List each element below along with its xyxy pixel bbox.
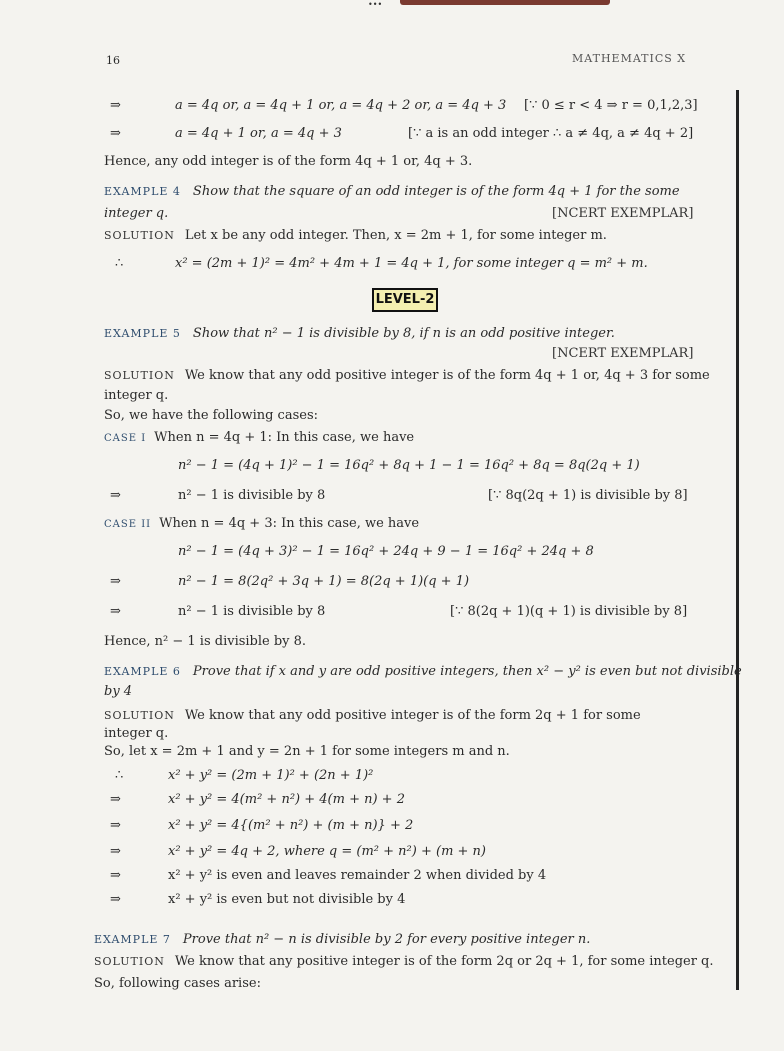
- equation-line: x² + y² = 4{(m² + n²) + (m + n)} + 2: [168, 818, 414, 833]
- implies-arrow: ⇒: [110, 868, 121, 883]
- example-5-statement: EXAMPLE 5 Show that n² − 1 is divisible by 8, if n is an odd positive integer.: [104, 326, 615, 341]
- implies-arrow: ⇒: [110, 126, 121, 141]
- level-badge: LEVEL-2: [372, 288, 438, 312]
- text-line: So, following cases arise:: [94, 976, 261, 991]
- example-4-statement-cont: integer q.: [104, 206, 169, 221]
- case-label: CASE II: [104, 519, 152, 530]
- equation-line: x² + y² is even and leaves remainder 2 when divided by 4: [168, 868, 547, 883]
- solution-line: SOLUTION Let x be any odd integer. Then, x = 2m + 1, for some integer m.: [104, 228, 607, 243]
- case-2-line: CASE II When n = 4q + 3: In this case, we have: [104, 516, 420, 531]
- example-label: EXAMPLE 6: [104, 665, 181, 678]
- implies-arrow: ⇒: [110, 844, 121, 859]
- text-line: integer q.: [104, 388, 169, 403]
- bracket-note: [∵ 8(2q + 1)(q + 1) is divisible by 8]: [450, 604, 688, 619]
- bracket-note: [∵ 0 ≤ r < 4 ⇒ r = 0,1,2,3]: [524, 98, 698, 113]
- equation-line: n² − 1 = (4q + 1)² − 1 = 16q² + 8q + 1 − 1 = 16q² + 8q = 8q(2q + 1): [178, 458, 640, 473]
- example-label: EXAMPLE 5: [104, 327, 181, 340]
- equation-line: x² + y² is even but not divisible by 4: [168, 892, 406, 907]
- equation-line: n² − 1 = (4q + 3)² − 1 = 16q² + 24q + 9 − 1 = 16q² + 24q + 8: [178, 544, 594, 559]
- implies-arrow: ⇒: [110, 574, 121, 589]
- equation-line: n² − 1 = 8(2q² + 3q + 1) = 8(2q + 1)(q + 1): [178, 574, 470, 589]
- therefore-symbol: ∴: [115, 768, 124, 783]
- equation-line: x² = (2m + 1)² = 4m² + 4m + 1 = 4q + 1, for some integer q = m² + m.: [175, 256, 648, 271]
- conclusion-line: Hence, n² − 1 is divisible by 8.: [104, 634, 307, 649]
- source-tag: [NCERT EXEMPLAR]: [552, 206, 694, 221]
- equation-line: a = 4q or, a = 4q + 1 or, a = 4q + 2 or, a = 4q + 3: [175, 98, 507, 113]
- example-label: EXAMPLE 4: [104, 185, 181, 198]
- therefore-symbol: ∴: [115, 256, 124, 271]
- solution-line: SOLUTION We know that any odd positive integer is of the form 4q + 1 or, 4q + 3 for some: [104, 368, 710, 383]
- conclusion-line: Hence, any odd integer is of the form 4q + 1 or, 4q + 3.: [104, 154, 473, 169]
- top-dots: •••: [368, 0, 383, 9]
- text-line: So, let x = 2m + 1 and y = 2n + 1 for some integers m and n.: [104, 744, 510, 759]
- example-4-statement: EXAMPLE 4 Show that the square of an odd integer is of the form 4q + 1 for the some: [104, 184, 680, 199]
- equation-line: x² + y² = 4(m² + n²) + 4(m + n) + 2: [168, 792, 405, 807]
- implies-arrow: ⇒: [110, 604, 121, 619]
- example-7-statement: EXAMPLE 7 Prove that n² − n is divisible by 2 for every positive integer n.: [94, 932, 591, 947]
- implies-arrow: ⇒: [110, 818, 121, 833]
- example-6-statement: EXAMPLE 6 Prove that if x and y are odd positive integers, then x² − y² is even but not divisible: [104, 664, 742, 679]
- solution-label: SOLUTION: [94, 955, 165, 968]
- equation-line: n² − 1 is divisible by 8: [178, 604, 326, 619]
- bracket-note: [∵ 8q(2q + 1) is divisible by 8]: [488, 488, 688, 503]
- equation-line: x² + y² = (2m + 1)² + (2n + 1)²: [168, 768, 374, 783]
- case-1-line: CASE I When n = 4q + 1: In this case, we have: [104, 430, 415, 445]
- bracket-note: [∵ a is an odd integer ∴ a ≠ 4q, a ≠ 4q + 2]: [408, 126, 694, 141]
- solution-label: SOLUTION: [104, 709, 175, 722]
- solution-label: SOLUTION: [104, 369, 175, 382]
- page-number: 16: [106, 54, 120, 67]
- solution-line: SOLUTION We know that any positive integer is of the form 2q or 2q + 1, for some integer q.: [94, 954, 714, 969]
- implies-arrow: ⇒: [110, 892, 121, 907]
- case-label: CASE I: [104, 433, 147, 444]
- implies-arrow: ⇒: [110, 792, 121, 807]
- text-line: So, we have the following cases:: [104, 408, 319, 423]
- example-6-statement-cont: by 4: [104, 684, 133, 699]
- page-edge-shadow: [736, 90, 739, 990]
- implies-arrow: ⇒: [110, 488, 121, 503]
- solution-line: SOLUTION We know that any odd positive integer is of the form 2q + 1 for some: [104, 708, 641, 723]
- equation-line: a = 4q + 1 or, a = 4q + 3: [175, 126, 342, 141]
- solution-label: SOLUTION: [104, 229, 175, 242]
- example-label: EXAMPLE 7: [94, 933, 171, 946]
- text-line: integer q.: [104, 726, 169, 741]
- implies-arrow: ⇒: [110, 98, 121, 113]
- binding-edge: [400, 0, 610, 5]
- source-tag: [NCERT EXEMPLAR]: [552, 346, 694, 361]
- equation-line: x² + y² = 4q + 2, where q = (m² + n²) + (m + n): [168, 844, 486, 859]
- equation-line: n² − 1 is divisible by 8: [178, 488, 326, 503]
- running-head: MATHEMATICS X: [572, 52, 687, 65]
